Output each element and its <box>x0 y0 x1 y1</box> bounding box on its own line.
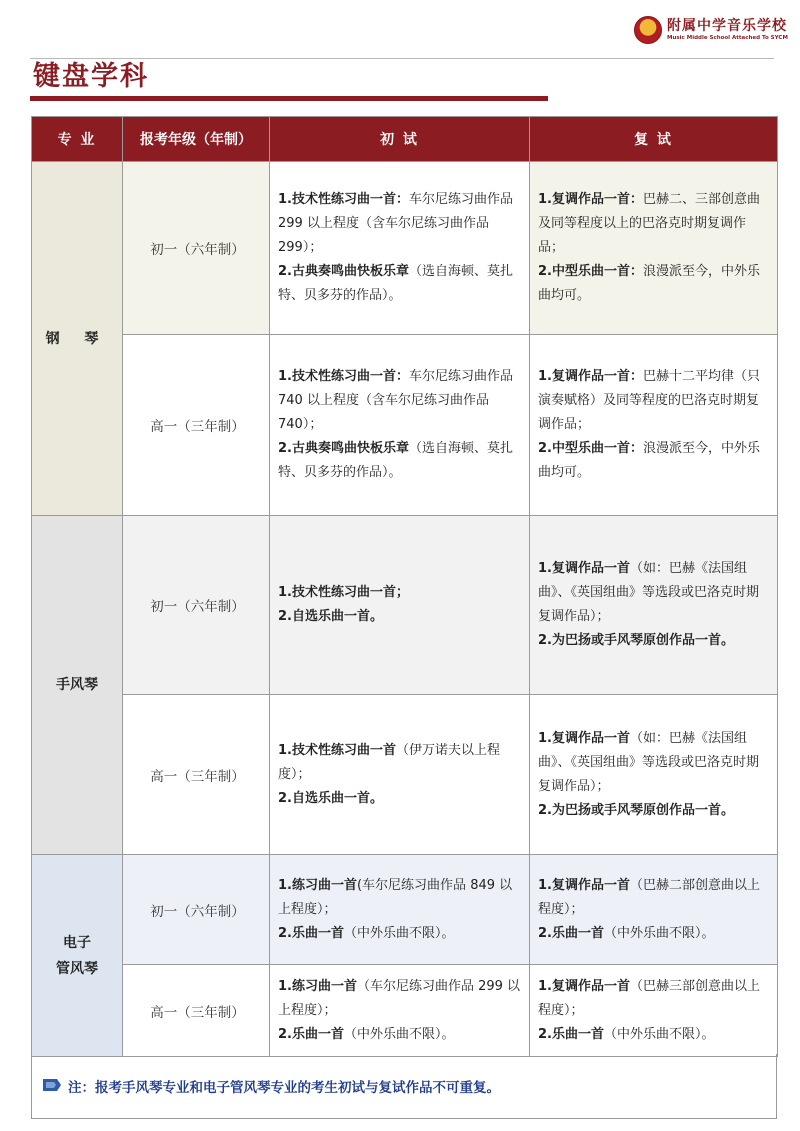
list-item: 1.技术性练习曲一首； <box>278 585 409 600</box>
list-item: 2.自选乐曲一首。 <box>278 790 383 806</box>
note-marker-icon <box>42 1076 62 1094</box>
table-row <box>32 695 778 855</box>
header-grade: 报考年级（年制） <box>123 117 270 162</box>
list-item: 1.复调作品一首：巴赫十二平均律（只演奏赋格）及同等程度的巴洛克时期复调作品； <box>538 369 760 432</box>
list-item: 1.复调作品一首（巴赫三部创意曲以上程度）； <box>538 978 760 1018</box>
list-item: 1.复调作品一首（巴赫二部创意曲以上程度）； <box>538 877 760 917</box>
list-item: 1.练习曲一首（车尔尼练习曲作品 299 以上程度）； <box>278 978 521 1018</box>
list-item: 2.中型乐曲一首：浪漫派至今，中外乐曲均可。 <box>538 441 760 480</box>
list-item: 2.古典奏鸣曲快板乐章（选自海顿、莫扎特、贝多芬的作品）。 <box>278 441 513 480</box>
note-text: 注：报考手风琴专业和电子管风琴专业的考生初试与复试作品不可重复。 <box>68 1080 500 1096</box>
list-item: 2.乐曲一首（中外乐曲不限）。 <box>538 1026 715 1042</box>
table-row <box>32 335 778 516</box>
table-header-row <box>32 117 778 162</box>
list-item: 1.复调作品一首（如：巴赫《法国组曲》、《英国组曲》等选段或巴洛克时期复调作品）； <box>538 730 760 794</box>
list-item: 2.古典奏鸣曲快板乐章（选自海顿、莫扎特、贝多芬的作品）。 <box>278 264 513 303</box>
grade-cell: 高一（三年制） <box>123 965 270 1057</box>
table-row <box>32 965 778 1057</box>
table-row <box>32 516 778 695</box>
list-item: 1.复调作品一首（如：巴赫《法国组曲》、《英国组曲》等选段或巴洛克时期复调作品）； <box>538 561 760 624</box>
final-requirements <box>530 855 778 965</box>
preliminary-requirements <box>270 335 530 516</box>
major-piano: 钢 琴 <box>32 162 123 516</box>
major-accordion: 手风琴 <box>32 516 123 855</box>
major-electronic-organ <box>32 855 123 1057</box>
preliminary-requirements <box>270 965 530 1057</box>
header-preliminary: 初 试 <box>270 117 530 162</box>
table-row <box>32 162 778 335</box>
grade-cell: 初一（六年制） <box>123 855 270 965</box>
list-item: 2.为巴扬或手风琴原创作品一首。 <box>538 633 734 648</box>
list-item: 2.乐曲一首（中外乐曲不限）。 <box>278 925 455 941</box>
list-item: 2.中型乐曲一首：浪漫派至今，中外乐曲均可。 <box>538 264 760 303</box>
final-requirements <box>530 162 778 335</box>
major-label-line1: 电子 <box>63 934 91 951</box>
list-item: 1.复调作品一首：巴赫二、三部创意曲及同等程度以上的巴洛克时期复调作品； <box>538 192 760 255</box>
list-item: 1.技术性练习曲一首（伊万诺夫以上程度）； <box>278 742 500 782</box>
grade-cell: 初一（六年制） <box>123 162 270 335</box>
school-name-cn: 附属中学音乐学校 <box>667 18 787 34</box>
preliminary-requirements <box>270 855 530 965</box>
list-item: 2.乐曲一首（中外乐曲不限）。 <box>278 1026 455 1042</box>
final-requirements <box>530 695 778 855</box>
grade-cell: 初一（六年制） <box>123 516 270 695</box>
table-row <box>32 855 778 965</box>
grade-cell: 高一（三年制） <box>123 335 270 516</box>
grade-cell: 高一（三年制） <box>123 695 270 855</box>
header-major: 专 业 <box>32 117 123 162</box>
title-underline <box>30 96 548 101</box>
page-title: 键盘学科 <box>33 61 149 92</box>
header-final: 复 试 <box>530 117 778 162</box>
final-requirements <box>530 335 778 516</box>
final-requirements <box>530 516 778 695</box>
final-requirements <box>530 965 778 1057</box>
note-box <box>31 1054 777 1119</box>
preliminary-requirements <box>270 516 530 695</box>
header-rule <box>30 58 774 59</box>
preliminary-requirements <box>270 695 530 855</box>
major-label-line2: 管风琴 <box>56 960 98 977</box>
list-item: 2.为巴扬或手风琴原创作品一首。 <box>538 802 734 818</box>
school-logo <box>634 16 788 44</box>
list-item: 2.自选乐曲一首。 <box>278 609 383 624</box>
school-name-en: Music Middle School Attached To SYCM <box>667 35 788 41</box>
preliminary-requirements <box>270 162 530 335</box>
school-emblem-icon <box>634 16 662 44</box>
school-name <box>667 18 788 42</box>
list-item: 2.乐曲一首（中外乐曲不限）。 <box>538 925 715 941</box>
list-item: 1.练习曲一首(车尔尼练习曲作品 849 以上程度）； <box>278 877 513 917</box>
list-item: 1.技术性练习曲一首：车尔尼练习曲作品 299 以上程度（含车尔尼练习曲作品 299）； <box>278 192 513 255</box>
requirements-table <box>31 116 778 1057</box>
list-item: 1.技术性练习曲一首：车尔尼练习曲作品 740 以上程度（含车尔尼练习曲作品 740）； <box>278 369 513 432</box>
